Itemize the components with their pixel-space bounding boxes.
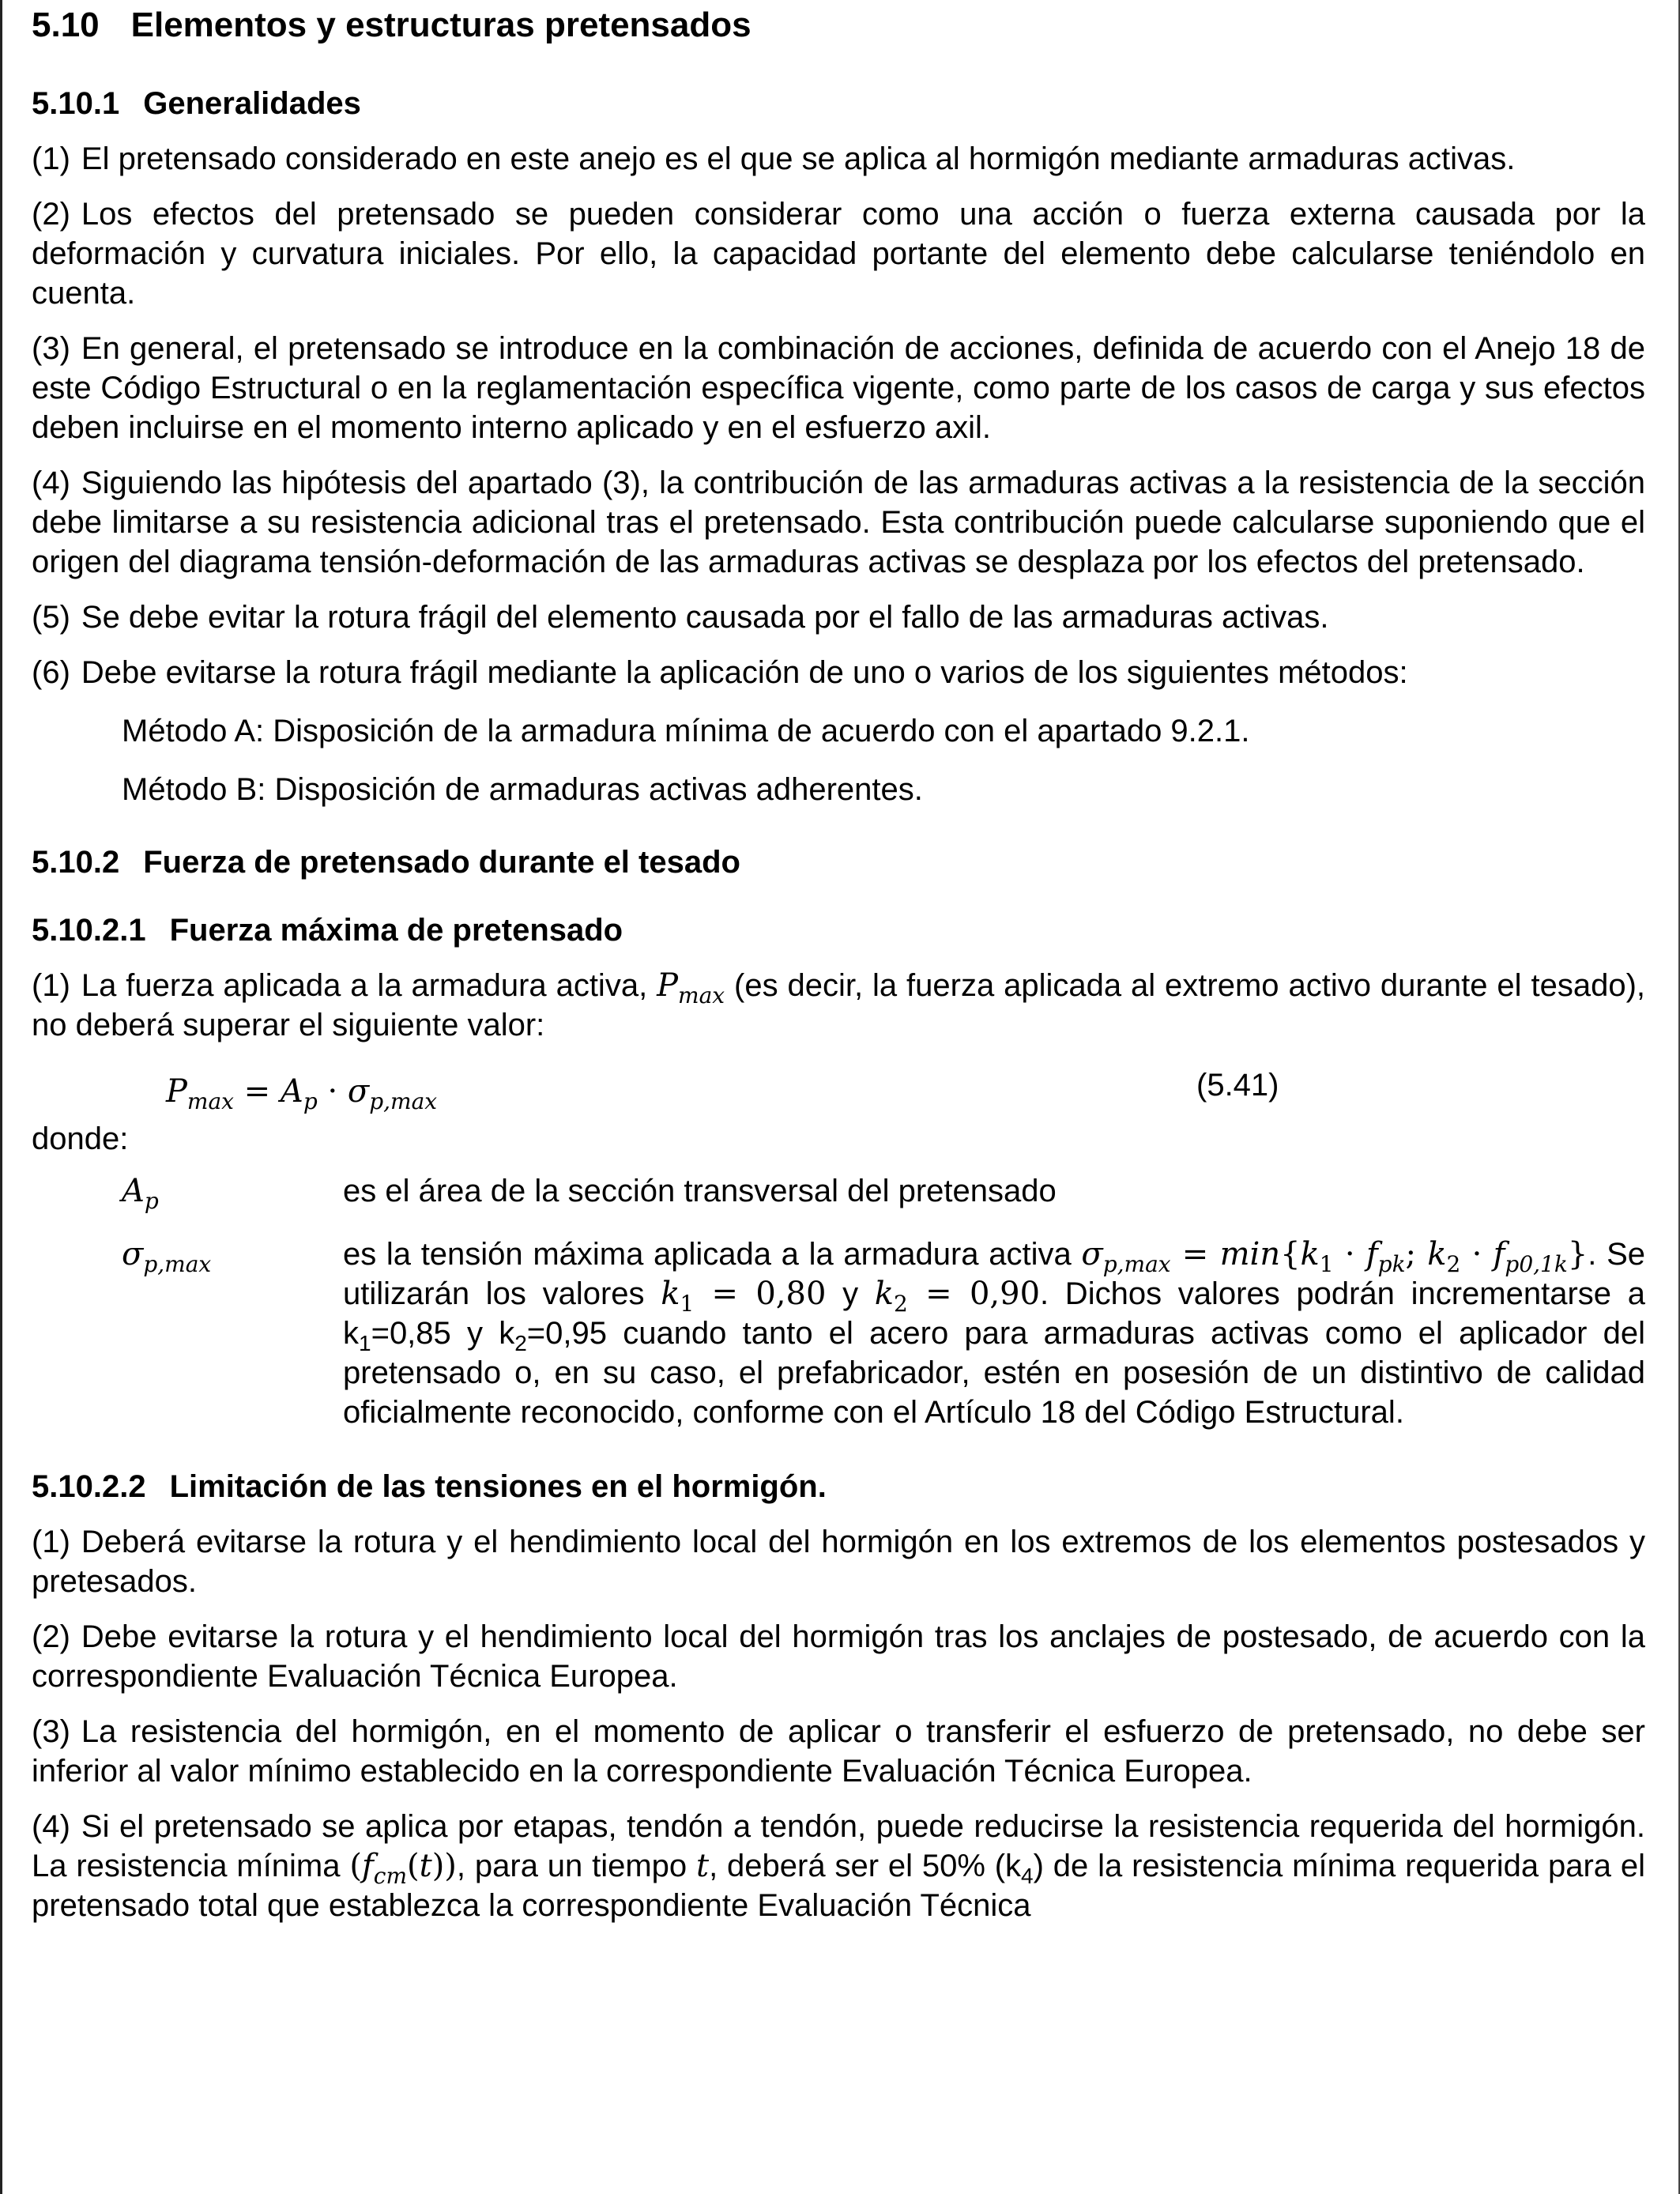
- paragraph-text: Los efectos del pretensado se pueden considerar como una acción o fuerza externa causada por la deformación y curvatura iniciales. Por ello, la capacidad portante del elemento debe calcularse teniéndolo en cuenta.: [32, 197, 1645, 311]
- paragraph: [32, 139, 1645, 179]
- definitions-list: [32, 1171, 1645, 1432]
- subsection-title: Limitación de las tensiones en el hormigón.: [169, 1469, 827, 1504]
- paragraph-text: Debe evitarse la rotura frágil mediante la aplicación de uno o varios de los siguientes métodos:: [81, 655, 1408, 690]
- paragraph-number: (3): [32, 331, 70, 366]
- where-label: donde:: [32, 1122, 129, 1156]
- paragraph-number: (3): [32, 1714, 70, 1749]
- paragraph: (4) Si el pretensado se aplica por etapas, tendón a tendón, puede reducirse la resistencia requerida del hormigón. La resistencia mínima $(f_{cm}(t))$, para un tiempo t, deberá ser el 50% $(k_4)$ de la resistencia mínima requerida para el pretensado total que establezca la correspondiente Evaluación Técnica: [32, 1809, 1645, 1923]
- subsection-title: Generalidades: [143, 86, 361, 121]
- section-number: 5.10: [32, 6, 100, 44]
- subsection-title: Fuerza de pretensado durante el tesado: [143, 845, 740, 880]
- paragraph-text: Se debe evitar la rotura frágil del elemento causada por el fallo de las armaduras activas.: [81, 600, 1329, 635]
- paragraph-text: Siguiendo las hipótesis del apartado (3), la contribución de las armaduras activas a la resistencia de la sección debe limitarse a su resistencia adicional tras el pretensado. Esta contribución puede calcularse suponiendo que el origen del diagrama tensión-deformación de las armaduras activas se desplaza por los efectos del pretensado.: [32, 466, 1645, 579]
- definition-symbol: $\sigma_{p,max}$: [122, 1236, 212, 1277]
- paragraph-number: (4): [32, 466, 70, 500]
- paragraph: [32, 966, 1645, 1045]
- paragraph-text: Deberá evitarse la rotura y el hendimiento local del hormigón en los extremos de los elementos postesados y pretesados.: [32, 1525, 1645, 1599]
- subsection-heading-5-10-2: [32, 843, 1645, 882]
- definition-sigma-p-max: [32, 1235, 1645, 1432]
- paragraph-text: (es decir, la fuerza aplicada al extremo activo durante el tesado), no deberá superar el siguiente valor:: [32, 968, 1646, 1042]
- section-title: Elementos y estructuras pretensados: [130, 6, 751, 44]
- paragraph-text: En general, el pretensado se introduce en la combinación de acciones, definida de acuerdo con el Anejo 18 de este Código Estructural o en la reglamentación específica vigente, como parte de los casos de carga y sus efectos deben incluirse en el momento interno aplicado y en el esfuerzo axil.: [32, 331, 1645, 445]
- method-b-item: Método B: Disposición de armaduras activas adherentes.: [122, 772, 923, 807]
- paragraph-number: (1): [32, 1525, 70, 1559]
- paragraph-text: La fuerza aplicada a la armadura activa,: [81, 968, 648, 1003]
- subsection-title: Fuerza máxima de pretensado: [169, 913, 623, 948]
- method-a-item: Método A: Disposición de la armadura mínima de acuerdo con el apartado 9.2.1.: [122, 714, 1250, 748]
- paragraph: [32, 1617, 1645, 1696]
- paragraph: [32, 1712, 1645, 1791]
- page-left-border: [0, 0, 2, 2194]
- paragraph: [32, 463, 1645, 582]
- equation-number: (5.41): [1196, 1068, 1279, 1103]
- definition-text: es el área de la sección transversal del pretensado: [343, 1174, 1057, 1208]
- paragraph-text: El pretensado considerado en este anejo es el que se aplica al hormigón mediante armaduras activas.: [81, 141, 1516, 176]
- subsection-heading-5-10-2-2: [32, 1467, 1645, 1506]
- paragraph-number: (1): [32, 968, 70, 1003]
- paragraph-number: (1): [32, 141, 70, 176]
- paragraph-number: (2): [32, 1619, 70, 1654]
- paragraph-text: La resistencia del hormigón, en el momento de aplicar o transferir el esfuerzo de pretensado, no debe ser inferior al valor mínimo establecido en la correspondiente Evaluación Técnica Europea.: [32, 1714, 1645, 1789]
- paragraph-number: (5): [32, 600, 70, 635]
- definition-text: es la tensión máxima aplicada a la armadura activa $\sigma_{p,max} = \min\{k_1 \cdot f_{pk}$; $k_2 \cdot f_{p0,1k}$}. Se utilizarán los valores $k_1 = 0,80$ y $k_2 = 0,90$. Dichos valores podrán incrementarse a $k_1=0,85$ y $k_2=0,95$ cuando tanto el acero para armaduras activas como el aplicador del pretensado o, en su caso, el prefabricador, estén en posesión de un distintivo de calidad oficialmente reconocido, conforme con el Artículo 18 del Código Estructural.: [343, 1236, 1646, 1430]
- paragraph: [32, 194, 1645, 313]
- equation-formula: $P_{max} = A_p \cdot \sigma_{p,max}$: [166, 1073, 438, 1114]
- subsection-number: 5.10.1: [32, 86, 120, 121]
- paragraph-text: Debe evitarse la rotura y el hendimiento local del hormigón tras los anclajes de postesado, de acuerdo con la correspondiente Evaluación Técnica Europea.: [32, 1619, 1645, 1694]
- subsection-heading-5-10-2-1: [32, 910, 1645, 950]
- paragraph: [32, 653, 1645, 692]
- paragraph: [32, 1522, 1645, 1601]
- subsection-number: 5.10.2.1: [32, 913, 146, 948]
- subsection-heading-5-10-1: [32, 84, 1645, 123]
- paragraph: [32, 329, 1645, 447]
- document-page: [32, 0, 1645, 1925]
- definition-ap: [32, 1171, 1645, 1214]
- paragraph-number: (6): [32, 655, 70, 690]
- paragraph: [32, 598, 1645, 637]
- definition-symbol: $A_p$: [122, 1173, 159, 1214]
- paragraph-number: (2): [32, 197, 70, 232]
- symbol-p-max: $P_{max}$: [657, 967, 725, 1008]
- subsection-number: 5.10.2.2: [32, 1469, 146, 1504]
- subsection-number: 5.10.2: [32, 845, 120, 880]
- paragraph-number: (4): [32, 1809, 70, 1844]
- equation-5-41: [32, 1065, 1645, 1113]
- section-heading-5-10: [32, 5, 1645, 51]
